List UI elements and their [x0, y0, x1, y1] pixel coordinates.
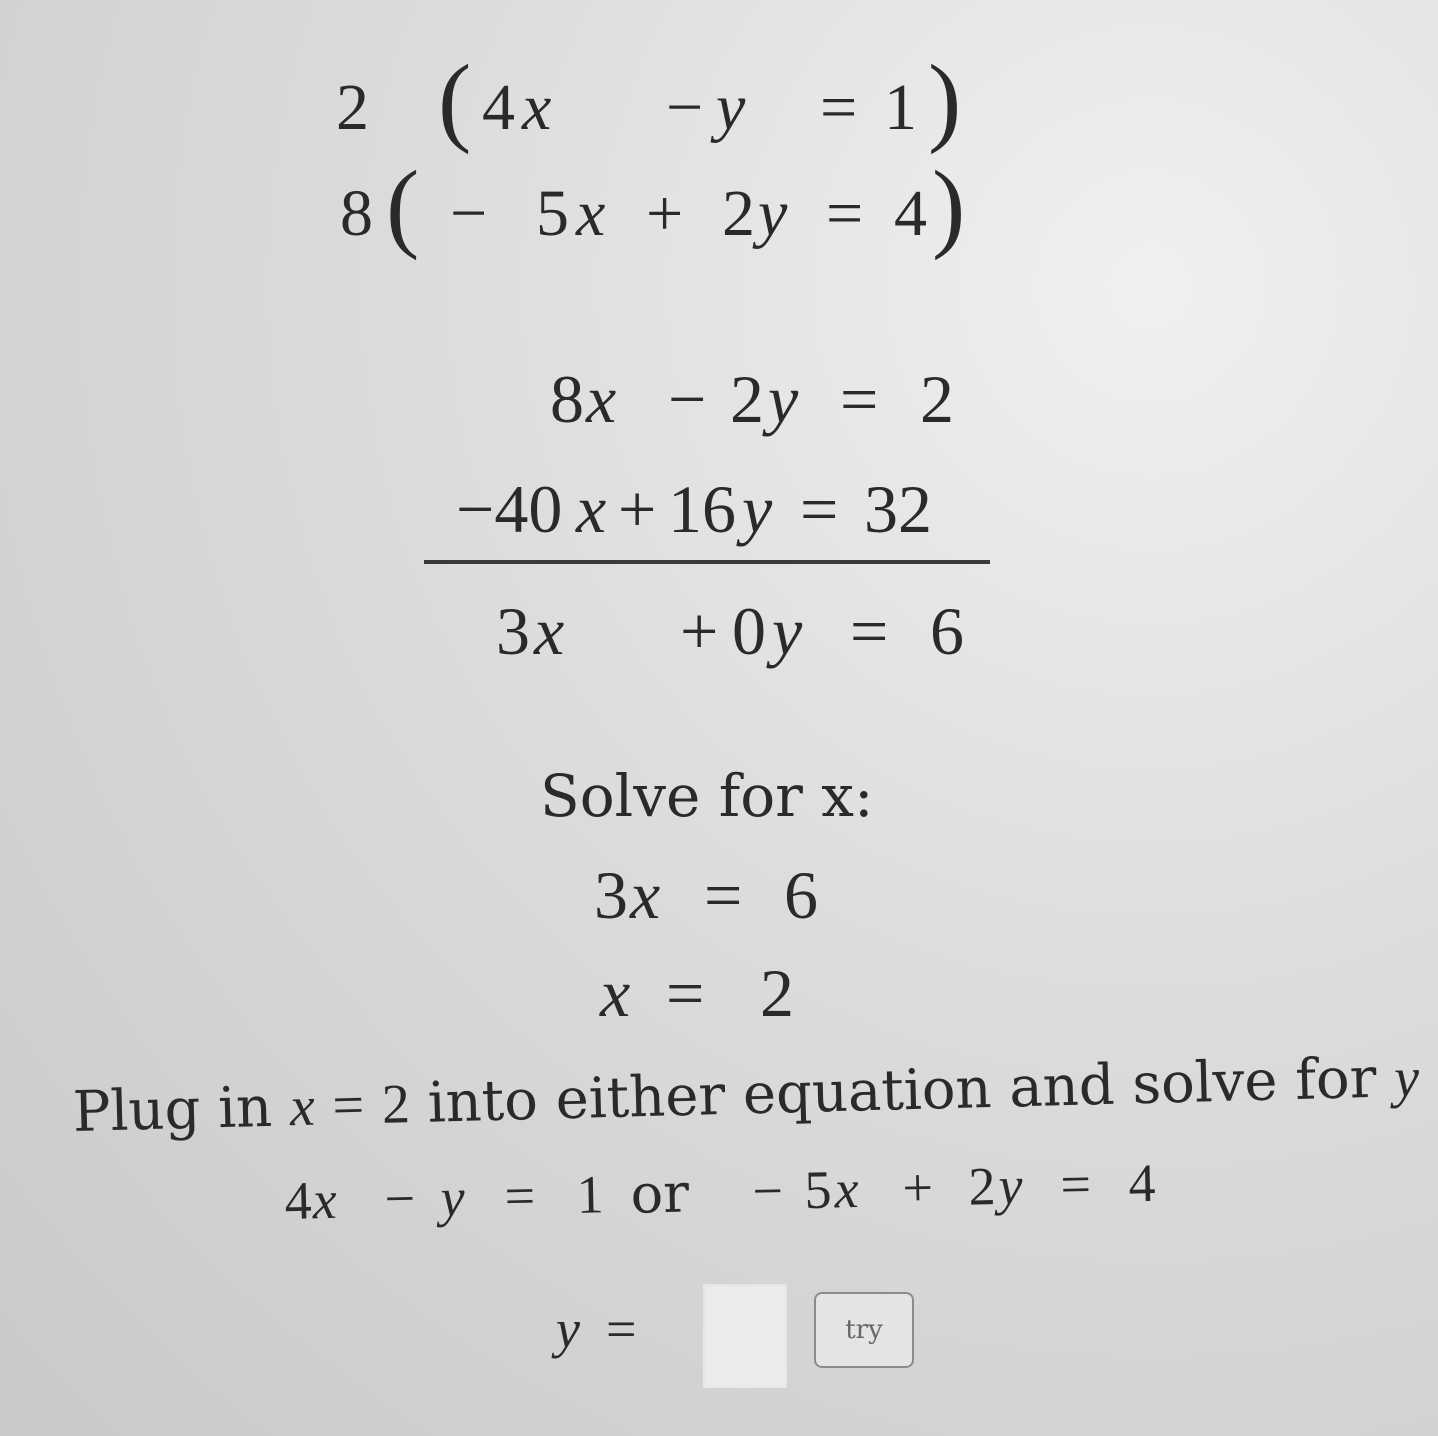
operator: + — [901, 1157, 934, 1219]
coefficient: 3 — [496, 593, 530, 669]
rhs: 2 — [760, 955, 794, 1031]
equals: = — [800, 471, 839, 547]
equals: = — [606, 1299, 637, 1359]
multiplier: 8 — [340, 177, 373, 250]
equals: = — [331, 1074, 365, 1138]
or-label: or — [629, 1161, 690, 1226]
sum-divider — [424, 560, 990, 564]
operator: + — [680, 593, 719, 669]
rhs: 32 — [864, 471, 932, 547]
operator: − — [450, 177, 488, 250]
coefficient: −40 — [456, 471, 563, 547]
equals: = — [826, 177, 864, 250]
variable-y: y — [758, 177, 788, 250]
equals: = — [666, 955, 705, 1031]
equals: = — [850, 593, 889, 669]
variable-x: x — [600, 955, 631, 1031]
variable-x: x — [312, 1169, 338, 1231]
coefficient: 3 — [594, 857, 628, 933]
equals: = — [840, 361, 879, 437]
operator: + — [646, 177, 684, 250]
multiplier: 2 — [336, 71, 369, 144]
multiplied-equation-2 — [340, 150, 980, 276]
either-equations — [284, 1151, 1186, 1260]
operator: − — [666, 71, 704, 144]
equals: = — [704, 857, 743, 933]
coefficient: 2 — [722, 177, 755, 250]
rhs: 2 — [920, 361, 954, 437]
coefficient: 16 — [668, 471, 736, 547]
open-paren: ( — [438, 44, 472, 155]
operator: − — [668, 361, 707, 437]
variable-y: y — [768, 361, 799, 437]
variable-x: x — [576, 471, 607, 547]
variable-x: x — [534, 593, 565, 669]
variable-x: x — [289, 1075, 316, 1139]
rhs: 6 — [930, 593, 964, 669]
equals: = — [1059, 1154, 1092, 1215]
variable-x: x — [522, 71, 552, 144]
equals: = — [820, 71, 858, 144]
rhs: 1 — [575, 1164, 605, 1225]
coefficient: 4 — [284, 1170, 313, 1231]
y-answer-input[interactable] — [703, 1284, 787, 1388]
open-paren: ( — [386, 150, 420, 261]
equals: = — [503, 1165, 536, 1227]
operator: − — [751, 1160, 784, 1222]
variable-x: x — [586, 361, 617, 437]
variable-y: y — [439, 1167, 466, 1228]
operator: − — [383, 1168, 416, 1229]
coefficient: 2 — [967, 1156, 997, 1217]
instruction-suffix: into either equation and solve for — [426, 1045, 1378, 1136]
rhs: 1 — [884, 71, 917, 144]
rhs: 6 — [784, 857, 818, 933]
coefficient: 5 — [536, 177, 569, 250]
variable-y: y — [716, 71, 746, 144]
multiplied-equation-1 — [336, 44, 976, 160]
variable-x: x — [833, 1158, 860, 1220]
variable-x: x — [630, 857, 661, 933]
coefficient: 0 — [732, 593, 766, 669]
variable-x: x — [576, 177, 606, 250]
close-paren: ) — [932, 150, 966, 261]
solve-x-heading: Solve for x: — [540, 762, 874, 830]
variable-y: y — [1393, 1046, 1420, 1110]
value: 2 — [381, 1073, 411, 1136]
rhs: 4 — [1127, 1152, 1157, 1214]
variable-y: y — [997, 1155, 1024, 1217]
variable-y: y — [772, 593, 803, 669]
coefficient: 5 — [803, 1159, 833, 1221]
instruction-prefix: Plug in — [72, 1074, 273, 1145]
coefficient: 8 — [550, 361, 584, 437]
coefficient: 4 — [482, 71, 515, 144]
try-button[interactable]: try — [814, 1292, 914, 1368]
rhs: 4 — [894, 177, 927, 250]
close-paren: ) — [928, 44, 962, 155]
variable-y: y — [742, 471, 773, 547]
variable-y: y — [556, 1299, 580, 1359]
coefficient: 2 — [730, 361, 764, 437]
operator: + — [618, 471, 657, 547]
